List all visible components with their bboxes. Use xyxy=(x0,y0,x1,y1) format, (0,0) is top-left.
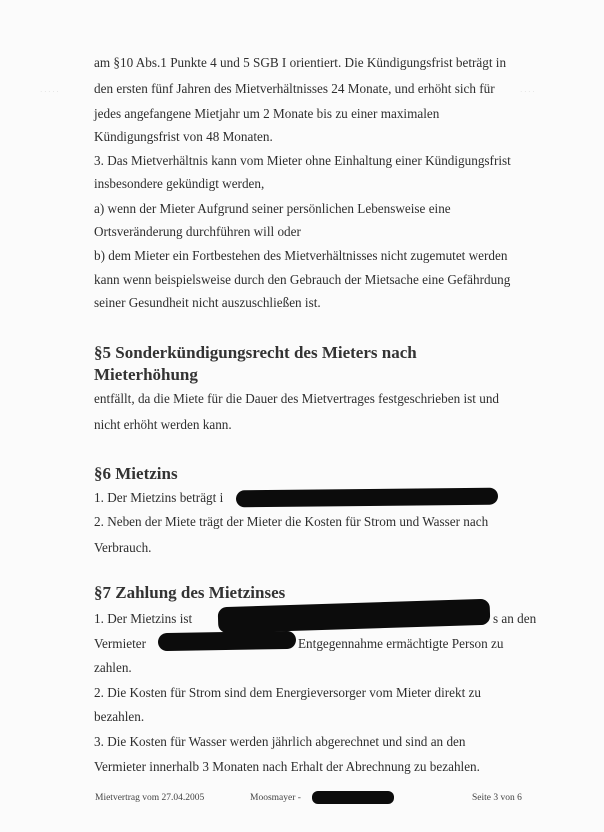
section-5-line: entfällt, da die Miete für die Dauer des Mietvertrages festgeschrieben ist und xyxy=(94,391,500,406)
section-7-line-end: Entgegennahme ermächtigte Person zu xyxy=(298,636,504,651)
section-6-heading: §6 Mietzins xyxy=(94,464,178,483)
section-7-line-end: s an den xyxy=(493,611,537,626)
section-6-line: 1. Der Mietzins beträgt i xyxy=(94,490,224,505)
redaction-bar xyxy=(236,488,498,508)
footer-contract-date: Mietvertrag vom 27.04.2005 xyxy=(95,793,205,803)
section-7-line: zahlen. xyxy=(94,660,132,675)
section-6-line: 2. Neben der Miete trägt der Mieter die Kosten für Strom und Wasser nach xyxy=(94,514,489,529)
footer-name: Moosmayer - xyxy=(250,793,301,803)
section-7-heading: §7 Zahlung des Mietzinses xyxy=(94,583,286,602)
redaction-bar xyxy=(312,791,394,804)
body-line: den ersten fünf Jahren des Mietverhältnisses 24 Monate, und erhöht sich für xyxy=(94,81,495,96)
body-line: b) dem Mieter ein Fortbestehen des Mietverhältnisses nicht zugemutet werden xyxy=(94,248,508,263)
footer-page-number: Seite 3 von 6 xyxy=(472,793,522,803)
body-line: a) wenn der Mieter Aufgrund seiner persönlichen Lebensweise eine xyxy=(94,201,451,216)
body-line: kann wenn beispielsweise durch den Gebrauch der Mietsache eine Gefährdung xyxy=(94,272,511,287)
body-line: seiner Gesundheit nicht auszuschließen ist. xyxy=(94,295,321,310)
body-line: jedes angefangene Mietjahr um 2 Monate bis zu einer maximalen xyxy=(94,106,440,121)
section-5-heading: §5 Sonderkündigungsrecht des Mieters nach xyxy=(94,343,417,362)
body-line: Ortsveränderung durchführen will oder xyxy=(94,224,301,239)
section-7-line: Vermieter innerhalb 3 Monaten nach Erhalt der Abrechnung zu bezahlen. xyxy=(94,759,480,774)
bleed-through-mark: · · · · · xyxy=(40,88,59,96)
body-line: 3. Das Mietverhältnis kann vom Mieter ohne Einhaltung einer Kündigungsfrist xyxy=(94,153,511,168)
bleed-through-mark: · · · · xyxy=(520,88,535,96)
body-line: am §10 Abs.1 Punkte 4 und 5 SGB I orientiert. Die Kündigungsfrist beträgt in xyxy=(94,55,507,70)
section-7-line-start: Vermieter xyxy=(94,636,146,651)
section-7-line: bezahlen. xyxy=(94,709,145,724)
body-line: Kündigungsfrist von 48 Monaten. xyxy=(94,129,273,144)
section-7-line: 2. Die Kosten für Strom sind dem Energieversorger vom Mieter direkt zu xyxy=(94,685,481,700)
section-7-line-start: 1. Der Mietzins ist xyxy=(94,611,193,626)
redaction-bar xyxy=(158,631,296,651)
section-5-heading-continued: Mieterhöhung xyxy=(94,365,198,384)
section-5-line: nicht erhöht werden kann. xyxy=(94,417,232,432)
section-6-line: Verbrauch. xyxy=(94,540,152,555)
body-line: insbesondere gekündigt werden, xyxy=(94,176,265,191)
section-7-line: 3. Die Kosten für Wasser werden jährlich abgerechnet und sind an den xyxy=(94,734,466,749)
